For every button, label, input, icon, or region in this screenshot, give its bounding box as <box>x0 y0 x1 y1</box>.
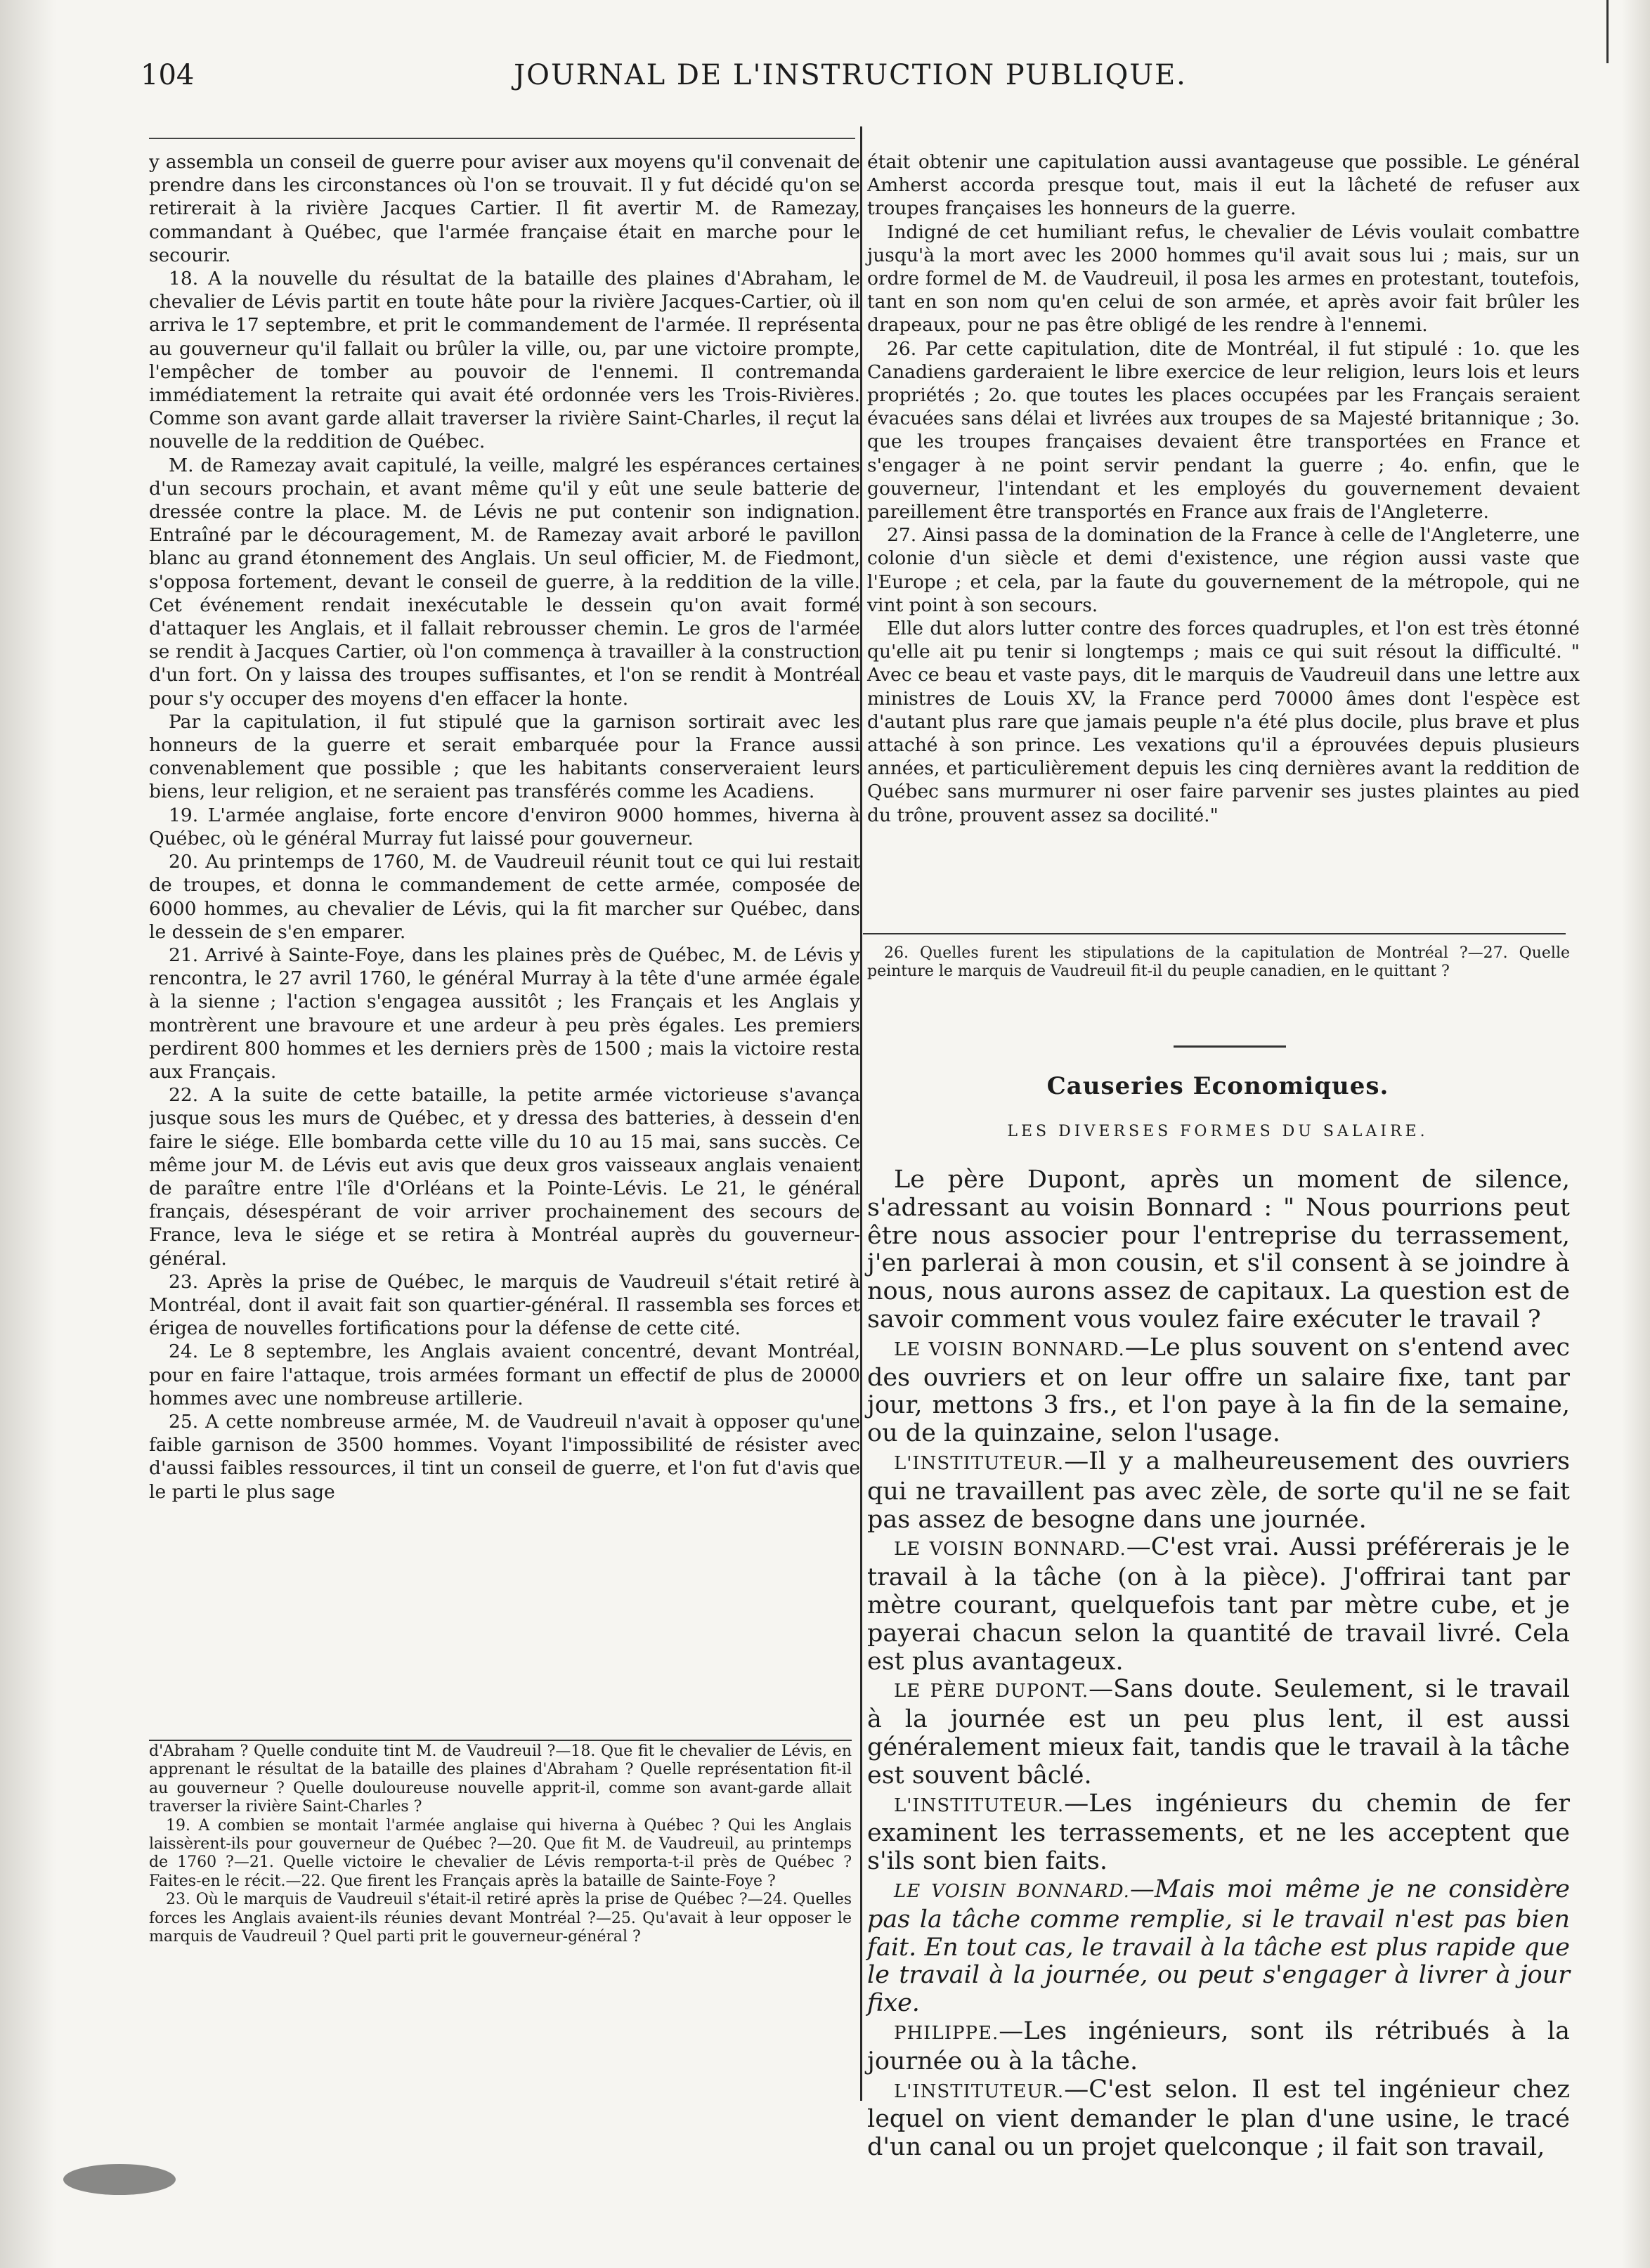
question-note: 26. Quelles furent les stipulations de la capitulation de Montréal ?—27. Quelle peinture le marquis de Vaudreuil fit-il du peuple canadien, en le quittant ? <box>867 944 1570 981</box>
paragraph: 23. Après la prise de Québec, le marquis de Vaudreuil s'était retiré à Montréal, dont il avait fait son quartier-général. Il rassembla ses forces et érigea de nouvelles fortifications pour la défense de cette cité. <box>149 1270 860 1340</box>
page-header <box>141 59 1560 101</box>
header-divider <box>149 138 855 139</box>
dialogue-line <box>867 1534 1570 1676</box>
ink-blot <box>63 2164 176 2195</box>
question-note: d'Abraham ? Quelle conduite tint M. de Vaudreuil ?—18. Que fit le chevalier de Lévis, en apprenant le résultat de la bataille des plaines d'Abraham ? Quelle représentation fit-il au gouverneur ? Quelle douloureuse nouvelle apprit-il, comme son avant-garde allait traverser la rivière Saint-Charles ? <box>149 1742 852 1816</box>
left-column <box>149 150 860 1504</box>
dialogue-text: —Il y a malheureusement des ouvriers qui ne travaillent pas avec zèle, de sorte qu'il ne se fait pas assez de besogne dans une journée. <box>867 1447 1570 1534</box>
page-number: 104 <box>141 59 195 91</box>
section-subtitle: LES DIVERSES FORMES DU SALAIRE. <box>1007 1123 1429 1140</box>
speaker: LE PÈRE DUPONT. <box>894 1681 1089 1702</box>
dialogue <box>867 1166 1570 2162</box>
dialogue-line <box>867 1334 1570 1448</box>
page-edge-shadow-left <box>0 0 56 2268</box>
dialogue-line <box>867 2076 1570 2162</box>
dialogue-line <box>867 1790 1570 1876</box>
paragraph: y assembla un conseil de guerre pour aviser aux moyens qu'il convenait de prendre dans les circonstances où l'on se trouvait. Il y fut décidé qu'on se retirerait à la rivière Jacques Cartier. Il fit avertir M. de Ramezay, commandant à Québec, que l'armée française était en marche pour le secourir. <box>149 151 860 266</box>
question-note: 23. Où le marquis de Vaudreuil s'était-il retiré après la prise de Québec ?—24. Quelles forces les Anglais avaient-ils réunies devant Montréal ?—25. Qu'avait à leur opposer le marquis de Vaudreuil ? Quel parti prit le gouverneur-général ? <box>149 1891 852 1946</box>
left-column-notes <box>149 1742 852 1946</box>
speaker: LE VOISIN BONNARD. <box>894 1338 1125 1360</box>
dialogue-line <box>867 1876 1570 2018</box>
paragraph: 24. Le 8 septembre, les Anglais avaient concentré, devant Montréal, pour en faire l'attaque, trois armées formant un effectif de plus de 20000 hommes avec une nombreuse artillerie. <box>149 1341 860 1409</box>
notes-divider-right <box>863 933 1566 934</box>
right-column <box>862 150 1580 827</box>
paragraph: 19. L'armée anglaise, forte encore d'environ 9000 hommes, hiverna à Québec, où le général Murray fut laissé pour gouverneur. <box>149 804 860 849</box>
speaker: LE VOISIN BONNARD. <box>894 1880 1130 1902</box>
paragraph: 22. A la suite de cette bataille, la petite armée victorieuse s'avança jusque sous les murs de Québec, et y dressa des batteries, à dessein d'en faire le siége. Elle bombarda cette ville du 10 au 15 mai, sans succès. Ce même jour M. de Lévis eut avis que deux gros vaisseaux anglais venaient de paraître entre l'île d'Orléans et la Pointe-Lévis. Le 21, le général français, désespérant de voir arriver prochainement des secours de France, leva le siége et se retira à Montréal auprès du gouverneur-général. <box>149 1084 860 1270</box>
paragraph: 20. Au printemps de 1760, M. de Vaudreuil réunit tout ce qui lui restait de troupes, et donna le commandement de cette armée, composée de 6000 hommes, au chevalier de Lévis, qui la fit marcher sur Québec, dans le dessein de s'en emparer. <box>149 851 860 943</box>
dialogue-line <box>867 1448 1570 1534</box>
paragraph: était obtenir une capitulation aussi avantageuse que possible. Le général Amherst accorda presque tout, mais il eut la lâcheté de refuser aux troupes françaises les honneurs de la guerre. <box>867 151 1580 220</box>
dialogue-line <box>867 1676 1570 1790</box>
paragraph: 27. Ainsi passa de la domination de la France à celle de l'Angleterre, une colonie d'un siècle et demi d'existence, une région aussi vaste que l'Europe ; et cela, par la faute du gouvernement de la métropole, qui ne vint point à son secours. <box>867 524 1580 616</box>
paragraph: Elle dut alors lutter contre des forces quadruples, et l'on est très étonné qu'elle ait pu tenir si longtemps ; mais ce qui suit résout la difficulté. " Avec ce beau et vaste pays, dit le marquis de Vaudreuil dans une lettre aux ministres de Louis XV, la France perd 70000 âmes dont l'espèce est d'autant plus rare que jamais peuple n'a été plus docile, plus brave et plus attaché à son prince. Les vexations qu'il a éprouvées depuis plusieurs années, et particulièrement depuis les cinq dernières avant la reddition de Québec sans murmurer ni oser faire parvenir ses justes plaintes au pied du trône, prouvent assez sa docilité." <box>867 618 1580 826</box>
dialogue-text: —Les ingénieurs du chemin de fer examinent les terrassements, et ne les acceptent que s'ils sont bien faits. <box>867 1789 1570 1876</box>
paragraph: Indigné de cet humiliant refus, le chevalier de Lévis voulait combattre jusqu'à la mort avec les 2000 hommes qu'il avait sous lui ; mais, sur un ordre formel de M. de Vaudreuil, il posa les armes en protestant, toutefois, tant en son nom qu'en celui de son armée, et après avoir fait brûler les drapeaux, pour ne pas être obligé de les rendre à l'ennemi. <box>867 221 1580 337</box>
section-separator <box>1174 1045 1286 1048</box>
dialogue-line <box>867 2018 1570 2076</box>
page-edge-shadow-right <box>1622 0 1650 2268</box>
speaker: L'INSTITUTEUR. <box>894 2080 1065 2102</box>
dialogue-text: —Sans doute. Seulement, si le travail à la journée est un peu plus lent, il est aussi généralement mieux fait, tandis que le travail à la tâche est souvent bâclé. <box>867 1675 1571 1790</box>
question-note: 19. A combien se montait l'armée anglaise qui hiverna à Québec ? Qui les Anglais laissèrent-ils pour gouverneur de Québec ?—20. Que fit M. de Vaudreuil, au printemps de 1760 ?—21. Quelle victoire le chevalier de Lévis remporta-t-il près de Québec ? Faites-en le récit.—22. Que firent les Français après la bataille de Sainte-Foye ? <box>149 1816 852 1890</box>
dialogue-intro: Le père Dupont, après un moment de silence, s'adressant au voisin Bonnard : " Nous pourrions peut être nous associer pour l'entreprise du terrassement, j'en parlerai à mon cousin, et s'il consent à se joindre à nous, nous aurons assez de capitaux. La question est de savoir comment vous voulez faire exécuter le travail ? <box>867 1166 1570 1334</box>
dialogue-text: —C'est selon. Il est tel ingénieur chez lequel on vient demander le plan d'une usine, le tracé d'un canal ou un projet quelconque ; il fait son travail, <box>867 2075 1570 2162</box>
paragraph: 21. Arrivé à Sainte-Foye, dans les plaines près de Québec, M. de Lévis y rencontra, le 27 avril 1760, le général Murray à la tête d'une armée égale à la sienne ; l'action s'engagea aussitôt ; les Français et les Anglais y montrèrent une bravoure et une ardeur à peu près égales. Les premiers perdirent 800 hommes et les derniers près de 1500 ; mais la victoire resta aux Français. <box>149 944 860 1083</box>
notes-divider-left <box>149 1740 852 1741</box>
dialogue-text: —Le plus souvent on s'entend avec des ouvriers et on leur offre un salaire fixe, tant par jour, mettons 3 frs., et l'on paye à la fin de la semaine, ou de la quinzaine, selon l'usage. <box>867 1333 1571 1448</box>
speaker: PHILIPPE. <box>894 2022 999 2044</box>
section-title: Causeries Economiques. <box>1046 1072 1389 1100</box>
dialogue-text: —C'est vrai. Aussi préférerais je le travail à la tâche (on à la pièce). J'offrirai tant par mètre courant, quelquefois tant par mètre cube, et je payerai chacun selon la quantité de travail livré. Cela est plus avantageux. <box>867 1533 1571 1676</box>
speaker: L'INSTITUTEUR. <box>894 1794 1065 1816</box>
paragraph: 26. Par cette capitulation, dite de Montréal, il fut stipulé : 1o. que les Canadiens garderaient le libre exercice de leur religion, leurs lois et leurs propriétés ; 2o. que toutes les places occupées par les Français seraient évacuées sans délai et livrées aux troupes de sa Majesté britannique ; 3o. que les troupes françaises devaient être transportées en France et s'engager à ne point servir pendant la guerre ; 4o. enfin, que le gouverneur, l'intendant et les employés du gouvernement devaient pareillement être transportés en France aux frais de l'Angleterre. <box>867 337 1580 523</box>
right-column-notes <box>867 944 1570 982</box>
running-title: JOURNAL DE L'INSTRUCTION PUBLIQUE. <box>514 59 1187 91</box>
speaker: L'INSTITUTEUR. <box>894 1452 1065 1474</box>
paragraph: 18. A la nouvelle du résultat de la bataille des plaines d'Abraham, le chevalier de Lévis partit en toute hâte pour la rivière Jacques-Cartier, où il arriva le 17 septembre, et prit le commandement de l'armée. Il représenta au gouverneur qu'il fallait ou brûler la ville, ou, par une victoire prompte, l'empêcher de tomber au pouvoir de l'ennemi. Il contremanda immédiatement la retraite qui avait été ordonnée vers les Trois-Rivières. Comme son avant garde allait traverser la rivière Saint-Charles, il reçut la nouvelle de la reddition de Québec. <box>149 268 860 453</box>
margin-rule <box>1606 0 1609 63</box>
dialogue-text: —Mais moi même je ne considère pas la tâche comme remplie, si le travail n'est pas bien fait. En tout cas, le travail à la tâche est plus rapide que le travail à la journée, ou peut s'engager à livrer à jour fixe. <box>867 1875 1571 2018</box>
speaker: LE VOISIN BONNARD. <box>894 1539 1126 1560</box>
dialogue-text: —Les ingénieurs, sont ils rétribués à la journée ou à la tâche. <box>867 2016 1570 2075</box>
paragraph: 25. A cette nombreuse armée, M. de Vaudreuil n'avait à opposer qu'une faible garnison de 3500 hommes. Voyant l'impossibilité de résister avec d'aussi faibles ressources, il tint un conseil de guerre, et l'on fut d'avis que le parti le plus sage <box>149 1410 860 1503</box>
paragraph: M. de Ramezay avait capitulé, la veille, malgré les espérances certaines d'un secours prochain, et avant même qu'il y eût une seule batterie de dressée contre la place. M. de Lévis ne put contenir son indignation. Entraîné par le découragement, M. de Ramezay avait arboré le pavillon blanc au grand étonnement des Anglais. Un seul officier, M. de Fiedmont, s'opposa fortement, devant le conseil de guerre, à la reddition de la ville. Cet événement rendait inexécutable le dessein qu'on avait formé d'attaquer les Anglais, et il fallait rebrousser chemin. Le gros de l'armée se rendit à Jacques Cartier, où l'on commença à travailler à la construction d'un fort. On y laissa des troupes suffisantes, et l'on se rendit à Montréal pour s'y occuper des moyens d'en effacer la honte. <box>149 454 860 710</box>
paragraph: Par la capitulation, il fut stipulé que la garnison sortirait avec les honneurs de la guerre et serait embarquée pour la France aussi convenablement que possible ; que les habitants conserveraient leurs biens, leur religion, et ne seraient pas transférés comme les Acadiens. <box>149 710 860 803</box>
